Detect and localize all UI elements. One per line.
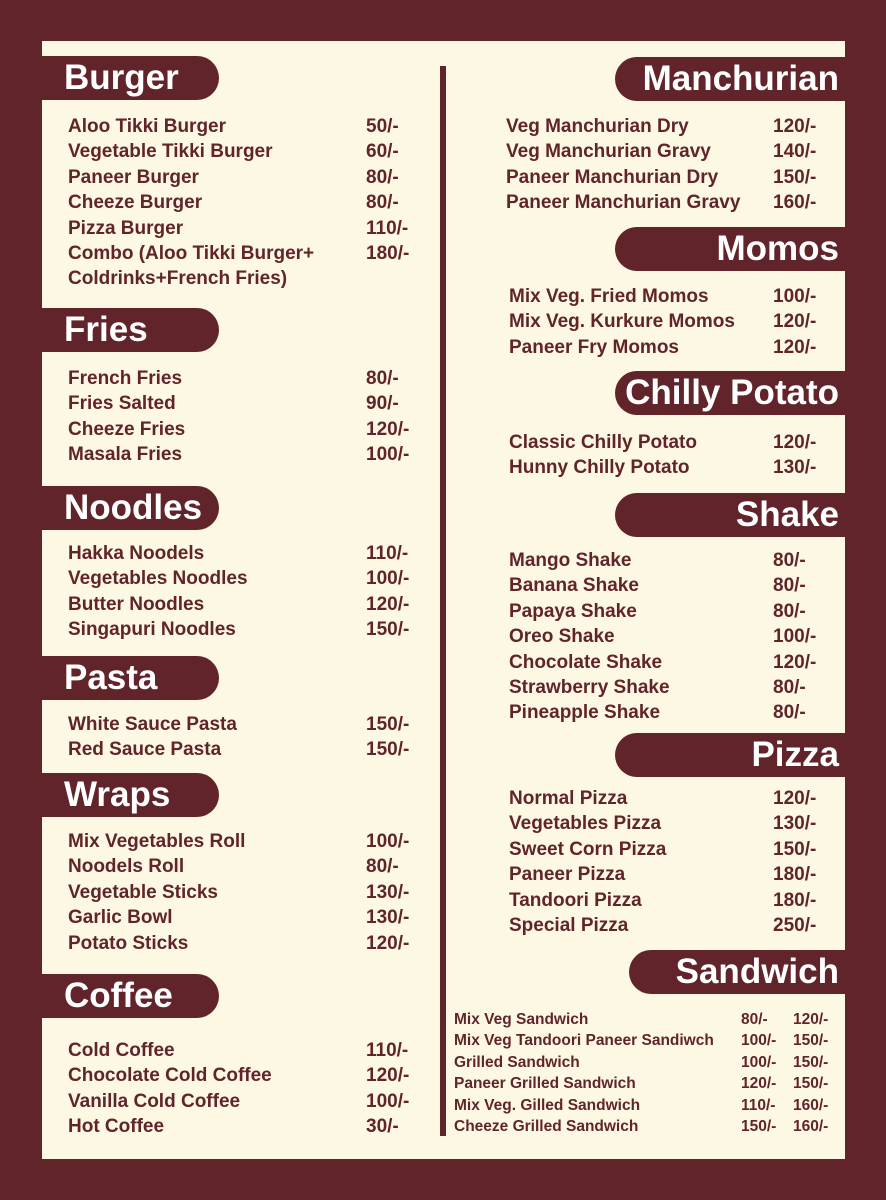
item-name: Paneer Fry Momos [509, 336, 679, 358]
menu-item [68, 366, 428, 391]
menu-item [68, 854, 428, 879]
item-price: 100/- [366, 568, 410, 590]
item-price: 60/- [366, 141, 399, 163]
item-price: 90/- [366, 393, 399, 415]
menu-item [68, 114, 428, 139]
section-title-noodles: Noodles [42, 486, 219, 530]
item-price-large: 150/- [793, 1053, 829, 1071]
menu-item [509, 786, 845, 811]
item-price: 120/- [773, 788, 817, 809]
section-title-momos: Momos [615, 227, 845, 271]
menu-item [509, 888, 845, 913]
item-name: Paneer Burger [68, 166, 199, 188]
item-price: 30/- [366, 1116, 399, 1138]
menu-item [454, 1009, 845, 1031]
menu-item [509, 675, 845, 700]
item-name: Sweet Corn Pizza [509, 838, 667, 860]
item-name: Special Pizza [509, 915, 629, 936]
menu-item [68, 880, 428, 905]
item-name: Mango Shake [509, 550, 632, 571]
item-price: 120/- [366, 593, 410, 615]
item-price-large: 150/- [793, 1075, 829, 1093]
section-title-coffee: Coffee [42, 974, 219, 1018]
menu-item [68, 417, 428, 442]
item-price-large: 160/- [793, 1096, 829, 1114]
menu-item [454, 1095, 845, 1117]
item-name: Paneer Manchurian Gravy [506, 192, 741, 214]
item-name: White Sauce Pasta [68, 714, 237, 735]
menu-item [454, 1116, 845, 1138]
item-name: Chocolate Shake [509, 651, 663, 673]
item-price: 100/- [773, 626, 817, 648]
item-name: Oreo Shake [509, 626, 615, 648]
menu-item [509, 335, 845, 360]
item-price: 100/- [741, 1053, 777, 1071]
item-name: Banana Shake [509, 575, 639, 597]
menu-item [509, 624, 845, 649]
item-price: 100/- [366, 831, 410, 852]
item-price: 100/- [366, 1090, 410, 1112]
item-price: 80/- [773, 702, 806, 724]
menu-item [509, 573, 845, 598]
item-price: 100/- [366, 444, 410, 466]
item-price: 120/- [773, 311, 817, 333]
menu-item [509, 430, 845, 455]
item-price: 130/- [366, 881, 410, 903]
item-price: 80/- [773, 550, 806, 571]
item-name: Singapuri Noodles [68, 619, 236, 641]
menu-item [68, 216, 428, 241]
item-name: Cheeze Grilled Sandwich [454, 1118, 639, 1135]
menu-item [509, 599, 845, 624]
item-name: Papaya Shake [509, 600, 637, 622]
menu-item [506, 139, 845, 164]
item-price: 140/- [773, 141, 817, 163]
menu-item [506, 114, 845, 139]
menu-item [509, 309, 845, 334]
menu-item [68, 1089, 428, 1114]
item-price: 150/- [773, 166, 817, 188]
item-name: Masala Fries [68, 444, 183, 466]
item-name: Hakka Noodels [68, 543, 205, 564]
menu-item [509, 284, 845, 309]
menu-item [68, 442, 428, 467]
item-price: 100/- [741, 1032, 777, 1050]
menu-item [68, 1038, 428, 1063]
item-price: 120/- [366, 1065, 410, 1087]
menu-item [68, 905, 428, 930]
item-price: 110/- [741, 1096, 776, 1114]
section-title-manchurian: Manchurian [615, 57, 845, 101]
item-price: 120/- [773, 432, 817, 453]
item-name: French Fries [68, 368, 183, 389]
item-price: 110/- [366, 1040, 409, 1061]
item-price: 150/- [773, 838, 817, 860]
item-name: Paneer Manchurian Dry [506, 166, 719, 188]
item-price: 50/- [366, 116, 399, 137]
item-name: Fries Salted [68, 393, 176, 415]
item-price: 80/- [773, 677, 806, 698]
item-price: 150/- [741, 1118, 777, 1135]
item-name: Mix Veg. Fried Momos [509, 286, 709, 307]
menu-item [509, 862, 845, 887]
item-price: 120/- [741, 1075, 777, 1093]
menu-item [68, 737, 428, 762]
item-name: Normal Pizza [509, 788, 628, 809]
item-name: Hunny Chilly Potato [509, 457, 690, 479]
menu-item [506, 190, 845, 215]
menu-item [68, 617, 428, 642]
menu-item [68, 165, 428, 190]
item-price: 120/- [773, 336, 817, 358]
item-price: 180/- [773, 889, 817, 911]
item-price: 160/- [773, 192, 817, 214]
item-price: 120/- [773, 651, 817, 673]
item-price: 110/- [366, 543, 409, 564]
item-name: Vegetable Sticks [68, 881, 218, 903]
item-name: Mix Veg. Kurkure Momos [509, 311, 735, 333]
item-name: Vegetables Noodles [68, 568, 248, 590]
item-name: Mix Vegetables Roll [68, 831, 246, 852]
item-name: Veg Manchurian Dry [506, 116, 689, 137]
section-title-pizza: Pizza [615, 733, 845, 777]
item-name: Mix Veg Sandwich [454, 1011, 589, 1028]
section-title-pasta: Pasta [42, 656, 219, 700]
section-title-burger: Burger [42, 56, 219, 100]
menu-item [509, 650, 845, 675]
menu-item [454, 1073, 845, 1095]
item-name: Veg Manchurian Gravy [506, 141, 711, 163]
item-name: Tandoori Pizza [509, 889, 642, 911]
item-name: Strawberry Shake [509, 677, 670, 698]
menu-item [68, 566, 428, 591]
menu-item [68, 592, 428, 617]
item-name: Pineapple Shake [509, 702, 661, 724]
item-price: 80/- [366, 192, 399, 214]
item-name: Cheeze Fries [68, 418, 186, 440]
item-name: Garlic Bowl [68, 907, 173, 929]
section-title-fries: Fries [42, 308, 219, 352]
menu-item [68, 931, 428, 956]
item-name: Vegetable Tikki Burger [68, 141, 273, 163]
menu-item [454, 1052, 845, 1074]
menu-item [68, 241, 428, 266]
item-name: Butter Noodles [68, 593, 205, 615]
section-title-shake: Shake [615, 493, 845, 537]
menu-item [454, 1030, 845, 1052]
item-price: 120/- [366, 418, 410, 440]
item-price: 250/- [773, 915, 817, 936]
item-name: Mix Veg Tandoori Paneer Sandiwch [454, 1032, 714, 1050]
menu-item [68, 1114, 428, 1139]
item-price: 80/- [366, 368, 399, 389]
item-name: Pizza Burger [68, 217, 184, 239]
menu-item [509, 837, 845, 862]
item-price: 130/- [773, 457, 817, 479]
item-name: Grilled Sandwich [454, 1053, 580, 1071]
menu-item [68, 541, 428, 566]
menu-item [509, 913, 845, 938]
item-price: 80/- [773, 575, 806, 597]
section-title-wraps: Wraps [42, 773, 219, 817]
item-name: Chocolate Cold Coffee [68, 1065, 272, 1087]
item-name: Combo (Aloo Tikki Burger+ [68, 243, 315, 264]
item-name: Aloo Tikki Burger [68, 116, 227, 137]
item-price: 130/- [773, 813, 817, 835]
item-name: Cheeze Burger [68, 192, 203, 214]
item-price: 80/- [741, 1011, 768, 1028]
item-name: Red Sauce Pasta [68, 739, 222, 761]
menu-item [68, 190, 428, 215]
item-price: 80/- [773, 600, 806, 622]
item-price: 150/- [366, 619, 410, 641]
item-price: 150/- [366, 714, 410, 735]
menu-item [509, 700, 845, 725]
item-price: 180/- [366, 243, 410, 264]
menu-item [509, 811, 845, 836]
item-name: Mix Veg. Gilled Sandwich [454, 1096, 641, 1114]
item-price: 110/- [366, 217, 409, 239]
menu-item [68, 391, 428, 416]
item-price: 150/- [366, 739, 410, 761]
item-price: 100/- [773, 286, 817, 307]
section-title-chilly-potato: Chilly Potato [615, 371, 845, 415]
item-name: Vegetables Pizza [509, 813, 662, 835]
item-price: 130/- [366, 907, 410, 929]
item-name: Hot Coffee [68, 1116, 165, 1138]
item-price: 80/- [366, 856, 399, 878]
item-name: Vanilla Cold Coffee [68, 1090, 241, 1112]
item-name: Potato Sticks [68, 932, 189, 954]
item-name: Paneer Pizza [509, 864, 626, 886]
item-price: 120/- [773, 116, 817, 137]
item-price-large: 150/- [793, 1032, 829, 1050]
item-name: Cold Coffee [68, 1040, 175, 1061]
menu-item [68, 266, 428, 291]
menu-item [506, 165, 845, 190]
menu-item [68, 139, 428, 164]
item-name: Noodels Roll [68, 856, 185, 878]
item-price: 120/- [366, 932, 410, 954]
item-price-large: 160/- [793, 1118, 829, 1135]
item-name: Classic Chilly Potato [509, 432, 697, 453]
item-price: 80/- [366, 166, 399, 188]
menu-item [68, 1063, 428, 1088]
section-title-sandwich: Sandwich [629, 950, 845, 994]
item-price: 180/- [773, 864, 817, 886]
column-divider [440, 66, 446, 1136]
menu-item [509, 548, 845, 573]
menu-item [68, 712, 428, 737]
item-name: Paneer Grilled Sandwich [454, 1075, 636, 1093]
menu-item [509, 455, 845, 480]
item-price-large: 120/- [793, 1011, 829, 1028]
menu-item [68, 829, 428, 854]
item-name: Coldrinks+French Fries) [68, 268, 288, 290]
